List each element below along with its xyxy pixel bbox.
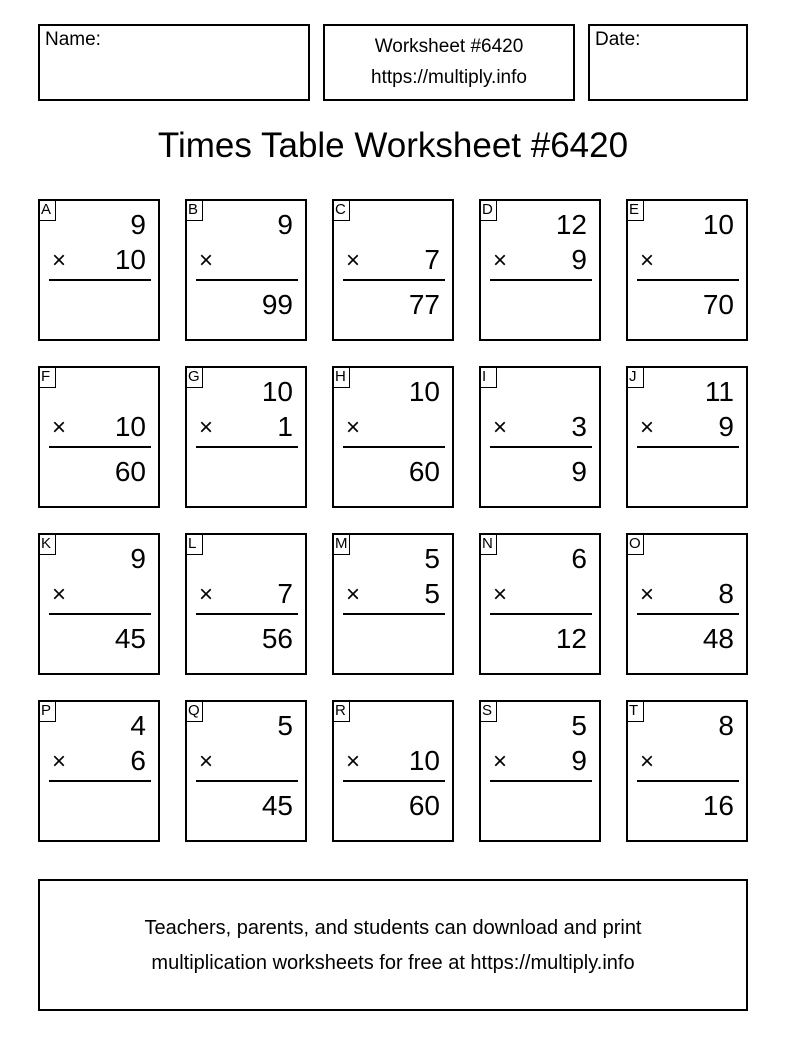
multiplicand[interactable]: 5 bbox=[277, 710, 293, 741]
answer-divider-line bbox=[196, 279, 298, 281]
name-label: Name: bbox=[45, 29, 101, 50]
problem-letter: M bbox=[332, 533, 350, 555]
problem-letter: N bbox=[479, 533, 497, 555]
problem-letter: P bbox=[38, 700, 56, 722]
answer-divider-line bbox=[343, 279, 445, 281]
page-title: Times Table Worksheet #6420 bbox=[157, 126, 629, 165]
problem-letter: S bbox=[479, 700, 497, 722]
multiply-sign-icon: × bbox=[493, 748, 508, 775]
answer-divider-line bbox=[490, 780, 592, 782]
worksheet-url: https://multiply.info bbox=[371, 67, 527, 88]
multiply-sign-icon: × bbox=[640, 414, 655, 441]
multiplier[interactable]: 7 bbox=[277, 578, 293, 609]
problem-card[interactable] bbox=[332, 366, 454, 508]
multiplier[interactable]: 5 bbox=[424, 578, 440, 609]
problem-card[interactable] bbox=[38, 199, 160, 341]
product-answer[interactable]: 60 bbox=[408, 456, 440, 487]
footer-line-2: multiplication worksheets for free at https://multiply.info bbox=[151, 952, 635, 974]
problem-card[interactable] bbox=[479, 700, 601, 842]
footer-box bbox=[38, 879, 748, 1011]
answer-divider-line bbox=[637, 780, 739, 782]
problem-card[interactable] bbox=[185, 199, 307, 341]
date-label: Date: bbox=[595, 29, 641, 50]
problem-card[interactable] bbox=[626, 366, 748, 508]
answer-divider-line bbox=[196, 613, 298, 615]
answer-divider-line bbox=[490, 446, 592, 448]
multiplicand[interactable]: 6 bbox=[571, 543, 587, 574]
answer-divider-line bbox=[637, 446, 739, 448]
answer-divider-line bbox=[49, 780, 151, 782]
problem-letter: I bbox=[479, 366, 497, 388]
answer-divider-line bbox=[196, 446, 298, 448]
multiplier[interactable]: 3 bbox=[571, 411, 587, 442]
multiplier[interactable]: 9 bbox=[718, 411, 734, 442]
product-answer[interactable]: 56 bbox=[261, 623, 293, 654]
problem-card[interactable] bbox=[38, 366, 160, 508]
multiply-sign-icon: × bbox=[199, 247, 214, 274]
product-answer[interactable]: 16 bbox=[702, 790, 734, 821]
problem-letter: F bbox=[38, 366, 56, 388]
problem-letter: K bbox=[38, 533, 56, 555]
problem-letter: E bbox=[626, 199, 644, 221]
product-answer[interactable]: 60 bbox=[114, 456, 146, 487]
product-answer[interactable]: 48 bbox=[702, 623, 734, 654]
answer-divider-line bbox=[637, 279, 739, 281]
problem-letter: D bbox=[479, 199, 497, 221]
multiplicand[interactable]: 11 bbox=[704, 376, 734, 407]
multiply-sign-icon: × bbox=[346, 414, 361, 441]
problem-card[interactable] bbox=[626, 533, 748, 675]
problem-letter: H bbox=[332, 366, 350, 388]
multiply-sign-icon: × bbox=[52, 414, 67, 441]
multiplicand[interactable]: 12 bbox=[555, 209, 587, 240]
multiply-sign-icon: × bbox=[346, 748, 361, 775]
multiply-sign-icon: × bbox=[493, 581, 508, 608]
multiplicand[interactable]: 10 bbox=[261, 376, 293, 407]
product-answer[interactable]: 45 bbox=[114, 623, 146, 654]
answer-divider-line bbox=[49, 279, 151, 281]
multiply-sign-icon: × bbox=[346, 581, 361, 608]
multiplicand[interactable]: 5 bbox=[571, 710, 587, 741]
multiply-sign-icon: × bbox=[199, 748, 214, 775]
multiply-sign-icon: × bbox=[640, 247, 655, 274]
multiplier[interactable]: 6 bbox=[130, 745, 146, 776]
answer-divider-line bbox=[490, 613, 592, 615]
problem-card[interactable] bbox=[626, 199, 748, 341]
problem-card[interactable] bbox=[332, 700, 454, 842]
worksheet-number: Worksheet #6420 bbox=[374, 36, 524, 57]
multiplier[interactable]: 10 bbox=[114, 244, 146, 275]
product-answer[interactable]: 9 bbox=[571, 456, 587, 487]
multiplier[interactable]: 1 bbox=[277, 411, 293, 442]
multiplier[interactable]: 9 bbox=[571, 745, 587, 776]
answer-divider-line bbox=[49, 613, 151, 615]
problem-letter: T bbox=[626, 700, 644, 722]
answer-divider-line bbox=[637, 613, 739, 615]
answer-divider-line bbox=[343, 613, 445, 615]
multiplier[interactable]: 10 bbox=[114, 411, 146, 442]
problem-card[interactable] bbox=[626, 700, 748, 842]
problem-card[interactable] bbox=[332, 533, 454, 675]
multiply-sign-icon: × bbox=[493, 414, 508, 441]
answer-divider-line bbox=[343, 780, 445, 782]
problem-card[interactable] bbox=[38, 533, 160, 675]
problem-letter: G bbox=[185, 366, 203, 388]
multiplicand[interactable]: 5 bbox=[424, 543, 440, 574]
multiplicand[interactable]: 9 bbox=[130, 543, 146, 574]
answer-divider-line bbox=[196, 780, 298, 782]
multiplicand[interactable]: 9 bbox=[130, 209, 146, 240]
multiply-sign-icon: × bbox=[199, 581, 214, 608]
product-answer[interactable]: 99 bbox=[261, 289, 293, 320]
problem-card[interactable] bbox=[332, 199, 454, 341]
problem-letter: C bbox=[332, 199, 350, 221]
product-answer[interactable]: 45 bbox=[261, 790, 293, 821]
problem-letter: R bbox=[332, 700, 350, 722]
problem-card[interactable] bbox=[185, 700, 307, 842]
problem-letter: Q bbox=[185, 700, 203, 722]
multiplier[interactable]: 8 bbox=[718, 578, 734, 609]
footer-line-1: Teachers, parents, and students can download and print bbox=[144, 917, 642, 939]
problem-card[interactable] bbox=[479, 533, 601, 675]
multiplicand[interactable]: 9 bbox=[277, 209, 293, 240]
multiplier[interactable]: 9 bbox=[571, 244, 587, 275]
problem-card[interactable] bbox=[479, 199, 601, 341]
product-answer[interactable]: 12 bbox=[555, 623, 587, 654]
product-answer[interactable]: 70 bbox=[702, 289, 734, 320]
problem-card[interactable] bbox=[479, 366, 601, 508]
problem-letter: A bbox=[38, 199, 56, 221]
problem-letter: L bbox=[185, 533, 203, 555]
multiply-sign-icon: × bbox=[52, 247, 67, 274]
answer-divider-line bbox=[49, 446, 151, 448]
multiply-sign-icon: × bbox=[52, 581, 67, 608]
multiplicand[interactable]: 8 bbox=[718, 710, 734, 741]
problem-letter: J bbox=[626, 366, 644, 388]
multiplicand[interactable]: 10 bbox=[408, 376, 440, 407]
multiply-sign-icon: × bbox=[346, 247, 361, 274]
multiplier[interactable]: 7 bbox=[424, 244, 440, 275]
multiply-sign-icon: × bbox=[493, 247, 508, 274]
problem-letter: B bbox=[185, 199, 203, 221]
product-answer[interactable]: 60 bbox=[408, 790, 440, 821]
multiply-sign-icon: × bbox=[52, 748, 67, 775]
multiply-sign-icon: × bbox=[640, 581, 655, 608]
problem-card[interactable] bbox=[185, 366, 307, 508]
multiplicand[interactable]: 4 bbox=[130, 710, 146, 741]
multiplicand[interactable]: 10 bbox=[702, 209, 734, 240]
product-answer[interactable]: 77 bbox=[408, 289, 440, 320]
problem-card[interactable] bbox=[185, 533, 307, 675]
multiply-sign-icon: × bbox=[640, 748, 655, 775]
multiply-sign-icon: × bbox=[199, 414, 214, 441]
problem-letter: O bbox=[626, 533, 644, 555]
problem-card[interactable] bbox=[38, 700, 160, 842]
answer-divider-line bbox=[490, 279, 592, 281]
multiplier[interactable]: 10 bbox=[408, 745, 440, 776]
answer-divider-line bbox=[343, 446, 445, 448]
